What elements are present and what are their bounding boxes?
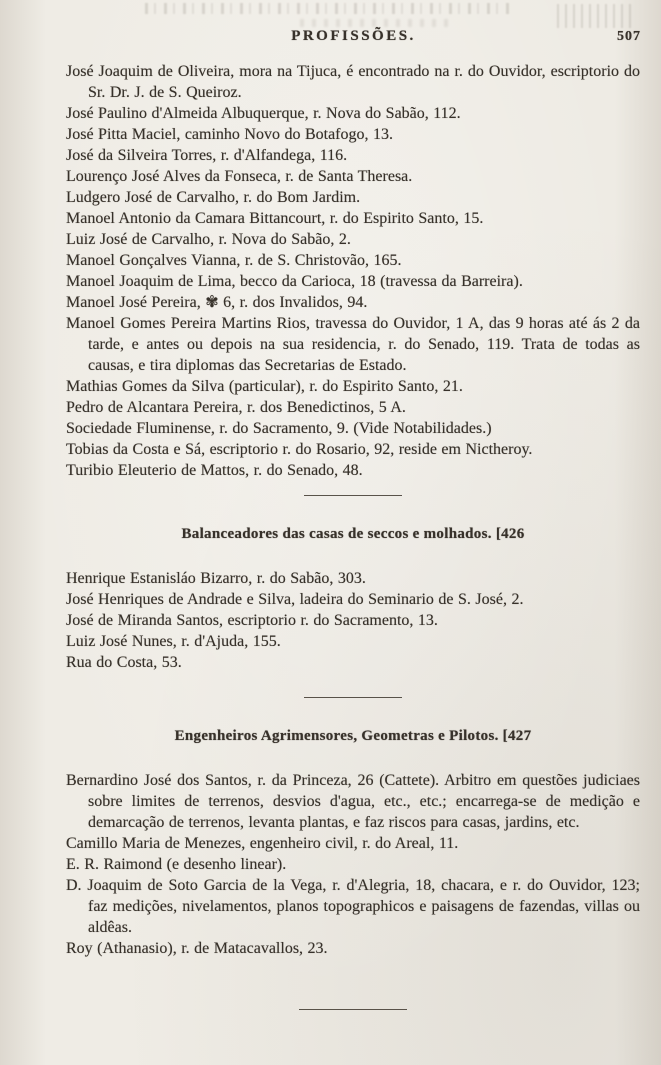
- section-divider: [304, 697, 402, 698]
- section-engenheiros-entries: [66, 770, 640, 959]
- directory-entry: José Joaquim de Oliveira, mora na Tijuca, é encontrado na r. do Ouvidor, escriptorio do Sr. Dr. J. de S. Queiroz.: [66, 63, 640, 101]
- directory-entry: Tobias da Costa e Sá, escriptorio r. do Rosario, 92, reside em Nictheroy.: [66, 441, 533, 458]
- directory-entry: José de Miranda Santos, escriptorio r. do Sacramento, 13.: [66, 612, 438, 629]
- directory-entry: José Pitta Maciel, caminho Novo do Botafogo, 13.: [66, 126, 394, 143]
- directory-entry: José Henriques de Andrade e Silva, ladeira do Seminario de S. José, 2.: [66, 591, 524, 608]
- directory-entry: Manoel Gonçalves Vianna, r. de S. Christovão, 165.: [66, 252, 402, 269]
- page-number: 507: [617, 29, 641, 44]
- directory-entry: Manoel Antonio da Camara Bittancourt, r. do Espirito Santo, 15.: [66, 210, 484, 227]
- section-heading-balanceadores: Balanceadores das casas de seccos e molhados. [426: [181, 526, 525, 542]
- page-header: [66, 27, 641, 48]
- directory-entry: Turibio Eleuterio de Mattos, r. do Senado, 48.: [66, 462, 363, 479]
- directory-entry: José da Silveira Torres, r. d'Alfandega, 116.: [66, 147, 348, 164]
- directory-entry: Bernardino José dos Santos, r. da Princeza, 26 (Cattete). Arbitro em questões judiciaes sobre limites de terrenos, desvios d'agua, etc., etc.; encarrega-se de medição e demarcação de terrenos, levanta plantas, e faz riscos para casas, jardins, etc.: [66, 772, 640, 831]
- section-heading-engenheiros: Engenheiros Agrimensores, Geometras e Pilotos. [427: [174, 728, 532, 744]
- directory-entry: Camillo Maria de Menezes, engenheiro civil, r. do Areal, 11.: [66, 835, 459, 852]
- directory-entry: Manoel Joaquim de Lima, becco da Carioca, 18 (travessa da Barreira).: [66, 273, 523, 290]
- page-content: [66, 61, 640, 1010]
- running-title: PROFISSÕES.: [291, 28, 416, 44]
- directory-entry: Luiz José de Carvalho, r. Nova do Sabão, 2.: [66, 231, 351, 248]
- directory-entry: Ludgero José de Carvalho, r. do Bom Jardim.: [66, 189, 361, 206]
- directory-entry: Sociedade Fluminense, r. do Sacramento, 9. (Vide Notabilidades.): [66, 420, 492, 437]
- section-profissoes-entries: [66, 61, 640, 481]
- ink-bleedthrough-corner: [557, 4, 635, 28]
- section-divider: [299, 1009, 407, 1010]
- section-divider: [304, 495, 402, 496]
- directory-entry: Luiz José Nunes, r. d'Ajuda, 155.: [66, 633, 281, 650]
- directory-entry: Mathias Gomes da Silva (particular), r. do Espirito Santo, 21.: [66, 378, 463, 395]
- directory-entry: Roy (Athanasio), r. de Matacavallos, 23.: [66, 940, 328, 957]
- ink-bleedthrough-top: [145, 3, 515, 14]
- directory-entry-with-lodge-ornament: Manoel José Pereira, ✾ 6, r. dos Invalidos, 94.: [66, 294, 368, 311]
- directory-entry: Pedro de Alcantara Pereira, r. dos Benedictinos, 5 A.: [66, 399, 406, 416]
- directory-entry: Manoel Gomes Pereira Martins Rios, travessa do Ouvidor, 1 A, das 9 horas até ás 2 da tarde, e antes ou depois na sua residencia, r. do Senado, 119. Trata de todas as causas, e tira diplomas das Secretarias de Estado.: [66, 315, 640, 374]
- ink-bleedthrough-above-title: [300, 19, 450, 27]
- directory-entry: D. Joaquim de Soto Garcia de la Vega, r. d'Alegria, 18, chacara, e r. do Ouvidor, 123; faz medições, nivelamentos, planos topographicos e paisagens de fazendas, villas ou aldêas.: [66, 877, 640, 936]
- directory-entry: José Paulino d'Almeida Albuquerque, r. Nova do Sabão, 112.: [66, 105, 461, 122]
- directory-entry: E. R. Raimond (e desenho linear).: [66, 856, 287, 873]
- directory-entry: Lourenço José Alves da Fonseca, r. de Santa Theresa.: [66, 168, 413, 185]
- directory-entry: Rua do Costa, 53.: [66, 654, 182, 671]
- section-balanceadores-entries: [66, 568, 640, 673]
- directory-entry: Henrique Estanisláo Bizarro, r. do Sabão, 303.: [66, 570, 366, 587]
